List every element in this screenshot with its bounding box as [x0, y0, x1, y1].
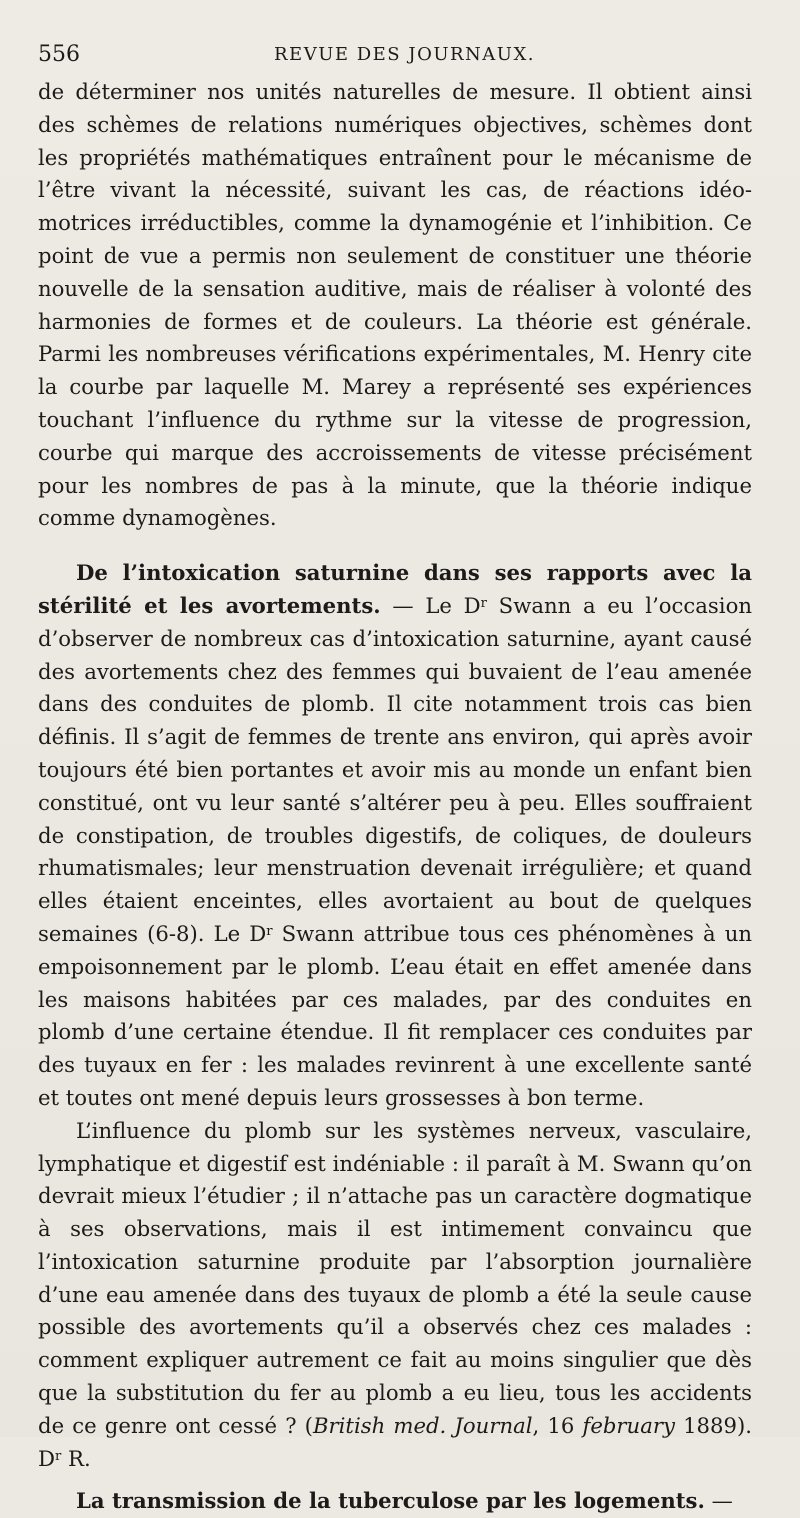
- citation-journal: British med. Journal: [312, 1412, 533, 1438]
- saturnine-body-2: Swann attribue tous ces phénomènes à un empoisonnement par le plomb. L’eau était en effet amenée dans les maisons habitées par ces malades, par des conduites en plomb d’une certaine étendue. Il fit remplacer ces conduites par des tuyaux en fer : les malades revinrent à une excellente santé et toutes ont mené depuis leurs grossesses à bon terme.: [38, 920, 753, 1110]
- article-text: [38, 76, 752, 1518]
- intro-paragraph: [38, 76, 752, 535]
- intro-text: de déterminer nos unités naturelles de mesure. Il obtient ainsi des schèmes de relations numériques objectives, schèmes dont les propriétés mathématiques entraînent pour le mécanisme de l’être vivant la nécessité, suivant les cas, de réactions idéo-motrices irréductibles, comme la dynamogénie et l’inhibition. Ce point de vue a permis non seulement de constituer une théorie nouvelle de la sensation auditive, mais de réaliser à volonté des harmonies de formes et de couleurs. La théorie est générale. Parmi les nombreuses vérifications expérimentales, M. Henry cite la courbe par laquelle M. Marey a représenté ses expériences touchant l’influence du rythme sur la vitesse de progression, courbe qui marque des accroissements de vitesse précisément pour les nombres de pas à la minute, que la théorie indique comme dynamogènes.: [38, 79, 752, 531]
- saturnine-paragraph: [38, 557, 752, 1115]
- signature-lead: D: [38, 1445, 55, 1471]
- saturnine-para-2-text: L’influence du plomb sur les systèmes nerveux, vasculaire, lymphatique et digestif est indéniable : il paraît à M. Swann qu’on devrait mieux l’étudier ; il n’attache pas un caractère dogmatique à ses observations, mais il est intimement convaincu que l’intoxication saturnine produite par l’absorption journalière d’une eau amenée dans des tuyaux de plomb a été la seule cause possible des avortements qu’il a observés chez ces malades : comment expliquer autrement ce fait au moins singulier que dès que la substitution du fer au plomb a eu lieu, tous les accidents de ce genre ont cessé ? (: [38, 1117, 752, 1438]
- saturnine-paragraph-2: [38, 1115, 752, 1476]
- saturnine-heading: De l’intoxication saturnine dans ses rapports avec la stérilité et les avortements.: [38, 560, 752, 618]
- signature-tail: R.: [61, 1445, 91, 1471]
- signature-sup: r: [55, 1448, 62, 1464]
- saturnine-sup: r: [480, 596, 487, 612]
- tuberculose-dash: —: [704, 1488, 733, 1514]
- saturnine-body: Swann a eu l’occasion d’observer de nombreux cas d’intoxication saturnine, ayant causé des avortements chez des femmes qui buvaient de l’eau amenée dans des conduites de plomb. Il cite notamment trois cas bien définis. Il s’agit de femmes de trente ans environ, qui après avoir toujours été bien portantes et avoir mis au monde un enfant bien constitué, ont vu leur santé s’altérer peu à peu. Elles souffraient de constipation, de troubles digestifs, de coliques, de douleurs rhumatismales; leur menstruation devenait irrégulière; et quand elles étaient enceintes, elles avortaient au bout de quelques semaines (6-8). Le D: [38, 592, 752, 946]
- citation-year: 1889).: [674, 1412, 752, 1438]
- page-number: 556: [38, 42, 80, 67]
- saturnine-dash: —: [380, 592, 426, 618]
- citation-month: february: [582, 1412, 675, 1438]
- running-head: [38, 36, 752, 76]
- running-title: REVUE DES JOURNAUX.: [274, 44, 535, 65]
- saturnine-sup-2: r: [266, 924, 273, 940]
- saturnine-lead: Le D: [425, 592, 481, 618]
- citation-sep: , 16: [532, 1412, 583, 1438]
- tuberculose-paragraph: [38, 1485, 752, 1518]
- tuberculose-heading: La transmission de la tuberculose par les logements.: [76, 1488, 705, 1514]
